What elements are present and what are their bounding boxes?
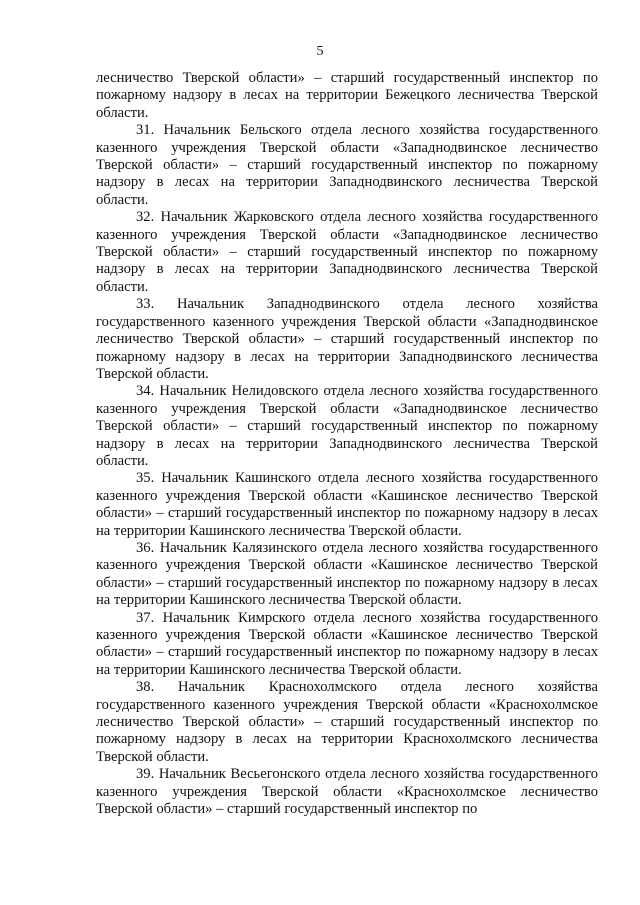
page-number: 5 bbox=[316, 44, 324, 59]
paragraph-item-33: 33. Начальник Западнодвинского отдела лесного хозяйства государственного казенного учреждения Тверской области «Западнодвинское лесничество Тверской области» – старший государственный инспектор по пожарному надзору в лесах на территории Западнодвинского лесничества Тверской области. bbox=[96, 296, 598, 382]
paragraph-item-39: 39. Начальник Весьегонского отдела лесного хозяйства государственного казенного учреждения Тверской области «Краснохолмское лесничество Тверской области» – старший государственный инспектор по bbox=[96, 766, 598, 818]
document-body bbox=[96, 70, 598, 818]
paragraph-item-34: 34. Начальник Нелидовского отдела лесного хозяйства государственного казенного учреждения Тверской области «Западнодвинское лесничество Тверской области» – старший государственный инспектор по пожарному надзору в лесах на территории Западнодвинского лесничества Тверской области. bbox=[96, 383, 598, 469]
paragraph-item-36: 36. Начальник Калязинского отдела лесного хозяйства государственного казенного учреждения Тверской области «Кашинское лесничество Тверской области» – старший государственный инспектор по пожарному надзору в лесах на территории Кашинского лесничества Тверской области. bbox=[96, 539, 598, 609]
paragraph-item-31: 31. Начальник Бельского отдела лесного хозяйства государственного казенного учреждения Тверской области «Западнодвинское лесничество Тверской области» – старший государственный инспектор по пожарному надзору в лесах на территории Западнодвинского лесничества Тверской области. bbox=[96, 122, 598, 208]
paragraph-item-38: 38. Начальник Краснохолмского отдела лесного хозяйства государственного казенного учреждения Тверской области «Краснохолмское лесничество Тверской области» – старший государственный инспектор по пожарному надзору в лесах на территории Краснохолмского лесничества Тверской области. bbox=[96, 679, 598, 765]
paragraph-item-32: 32. Начальник Жарковского отдела лесного хозяйства государственного казенного учреждения Тверской области «Западнодвинское лесничество Тверской области» – старший государственный инспектор по пожарному надзору в лесах на территории Западнодвинского лесничества Тверской области. bbox=[96, 209, 598, 295]
paragraph-item-35: 35. Начальник Кашинского отдела лесного хозяйства государственного казенного учреждения Тверской области «Кашинское лесничество Тверской области» – старший государственный инспектор по пожарному надзору в лесах на территории Кашинского лесничества Тверской области. bbox=[96, 470, 598, 539]
paragraph-continuation: лесничество Тверской области» – старший государственный инспектор по пожарному надзору в лесах на территории Бежецкого лесничества Тверской области. bbox=[96, 70, 598, 121]
paragraph-item-37: 37. Начальник Кимрского отдела лесного хозяйства государственного казенного учреждения Тверской области «Кашинское лесничество Тверской области» – старший государственный инспектор по пожарному надзору в лесах на территории Кашинского лесничества Тверской области. bbox=[96, 609, 598, 678]
